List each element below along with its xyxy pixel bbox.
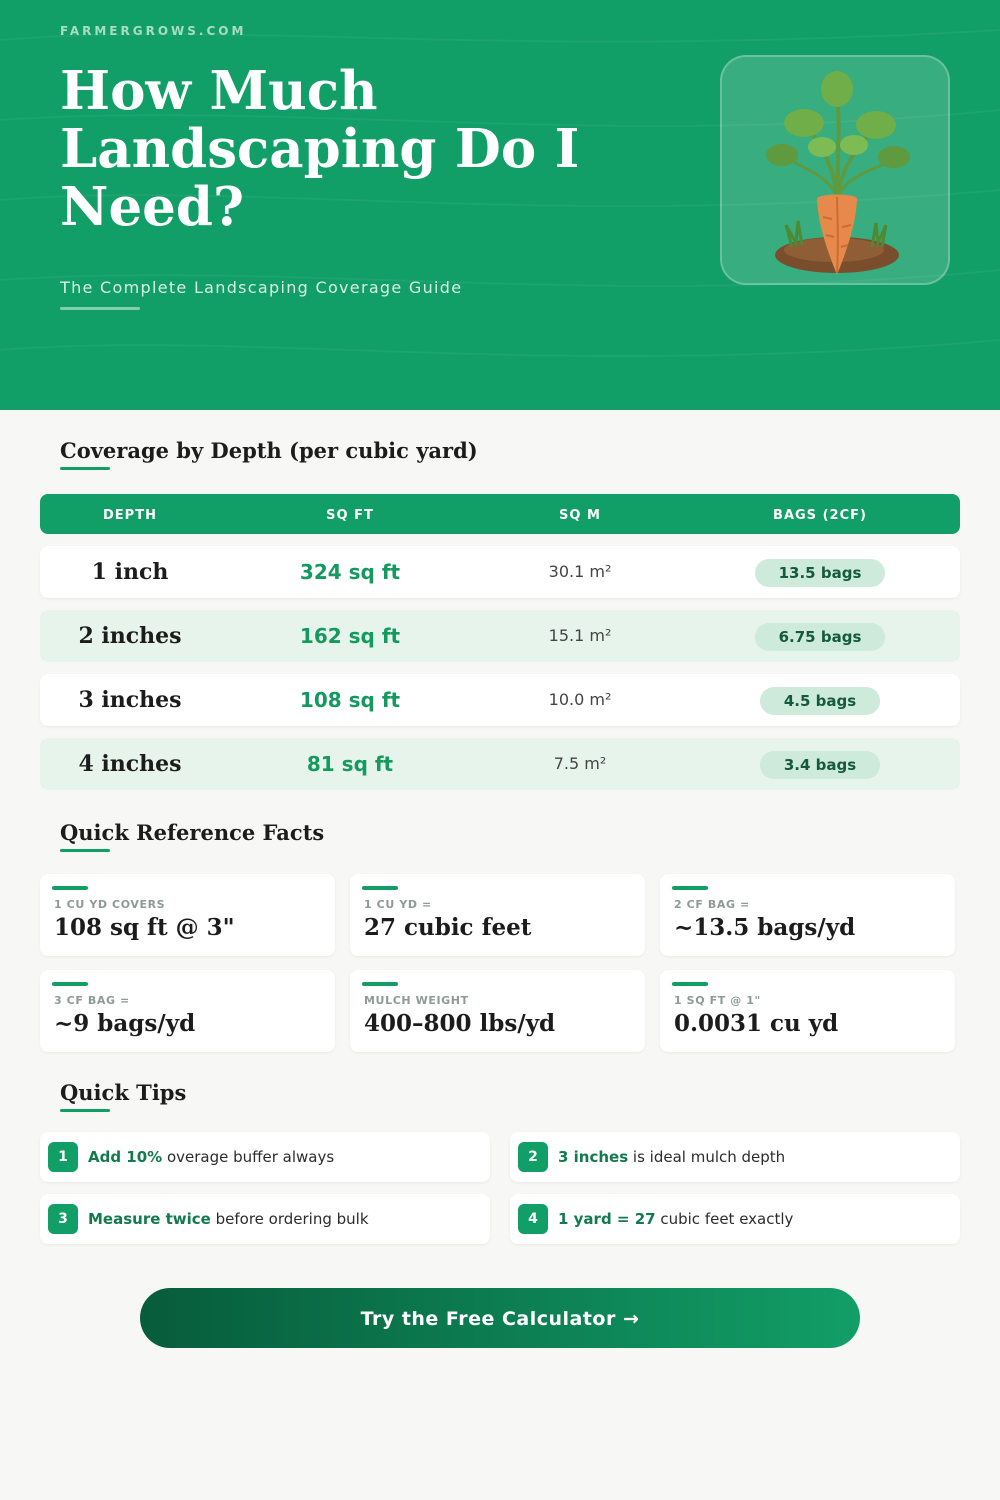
hero-banner (0, 0, 1000, 410)
tip-rest: is ideal mulch depth (628, 1148, 786, 1166)
tip-item (510, 1194, 960, 1244)
tip-highlight: Measure twice (88, 1210, 211, 1228)
fact-value: 27 cubic feet (364, 914, 532, 941)
fact-value: 108 sq ft @ 3" (54, 914, 235, 941)
depth-cell: 2 inches (78, 623, 182, 649)
fact-card (350, 874, 645, 956)
fact-label: 3 CF BAG = (54, 994, 130, 1007)
bags-badge: 6.75 bags (755, 623, 886, 651)
fact-value: ~9 bags/yd (54, 1010, 196, 1037)
tips-heading: Quick Tips (60, 1080, 187, 1105)
table-row (40, 610, 960, 662)
facts-heading-underline (60, 849, 110, 852)
tip-rest: before ordering bulk (210, 1210, 369, 1228)
tip-rest: cubic feet exactly (655, 1210, 794, 1228)
column-header-bags: BAGS (2CF) (773, 508, 867, 523)
sqft-cell: 108 sq ft (299, 688, 401, 712)
tip-number-badge: 4 (518, 1204, 548, 1234)
tips-heading-underline (60, 1109, 110, 1112)
coverage-heading: Coverage by Depth (per cubic yard) (60, 438, 478, 463)
depth-cell: 4 inches (78, 751, 182, 777)
depth-cell: 3 inches (78, 687, 182, 713)
carrot-icon (722, 57, 952, 287)
tip-highlight: 1 yard = 27 (558, 1210, 656, 1228)
bags-cell (720, 610, 920, 662)
sqm-cell: 30.1 m² (548, 562, 612, 581)
tip-text (558, 1132, 785, 1182)
sqft-cell: 81 sq ft (306, 752, 394, 776)
sqm-cell: 10.0 m² (548, 690, 612, 709)
sqm-cell: 15.1 m² (548, 626, 612, 645)
page-title: How Much Landscaping Do I Need? (60, 60, 580, 238)
tip-item (40, 1194, 490, 1244)
tip-highlight: 3 inches (558, 1148, 629, 1166)
tip-highlight: Add 10% (88, 1148, 163, 1166)
fact-card (40, 874, 335, 956)
tip-text (558, 1194, 793, 1244)
fact-label: 2 CF BAG = (674, 898, 750, 911)
fact-accent-bar (362, 982, 398, 986)
column-header-sqft: SQ FT (326, 508, 374, 523)
bags-cell (720, 546, 920, 598)
sqft-cell: 324 sq ft (299, 560, 401, 584)
tip-number-badge: 1 (48, 1142, 78, 1172)
bags-badge: 13.5 bags (755, 559, 886, 587)
bags-cell (720, 674, 920, 726)
fact-label: MULCH WEIGHT (364, 994, 469, 1007)
fact-value: 0.0031 cu yd (674, 1010, 839, 1037)
tip-item (40, 1132, 490, 1182)
table-row (40, 738, 960, 790)
fact-value: ~13.5 bags/yd (674, 914, 856, 941)
tip-rest: overage buffer always (162, 1148, 335, 1166)
coverage-heading-underline (60, 467, 110, 470)
fact-accent-bar (52, 982, 88, 986)
bags-badge: 4.5 bags (760, 687, 880, 715)
facts-heading: Quick Reference Facts (60, 820, 325, 845)
fact-card (40, 970, 335, 1052)
sqft-cell: 162 sq ft (299, 624, 401, 648)
fact-label: 1 CU YD COVERS (54, 898, 166, 911)
subtitle-underline (60, 307, 140, 310)
fact-accent-bar (362, 886, 398, 890)
column-header-sqm: SQ M (559, 508, 601, 523)
tip-number-badge: 3 (48, 1204, 78, 1234)
bags-cell (720, 738, 920, 790)
tip-text (88, 1194, 369, 1244)
sqm-cell: 7.5 m² (553, 754, 607, 773)
free-calculator-button[interactable]: Try the Free Calculator → (140, 1288, 860, 1348)
fact-accent-bar (672, 886, 708, 890)
depth-cell: 1 inch (91, 559, 169, 585)
column-header-depth: DEPTH (103, 508, 157, 523)
bags-badge: 3.4 bags (760, 751, 880, 779)
brand-name: FARMERGROWS.COM (60, 24, 247, 38)
hero-illustration-card (720, 55, 950, 285)
fact-value: 400–800 lbs/yd (364, 1010, 556, 1037)
fact-accent-bar (52, 886, 88, 890)
page-subtitle: The Complete Landscaping Coverage Guide (60, 278, 463, 297)
fact-card (660, 874, 955, 956)
fact-card (350, 970, 645, 1052)
table-row (40, 674, 960, 726)
coverage-table-header (40, 494, 960, 534)
fact-label: 1 SQ FT @ 1" (674, 994, 761, 1007)
table-row (40, 546, 960, 598)
fact-label: 1 CU YD = (364, 898, 432, 911)
tip-item (510, 1132, 960, 1182)
tip-text (88, 1132, 334, 1182)
tip-number-badge: 2 (518, 1142, 548, 1172)
fact-card (660, 970, 955, 1052)
fact-accent-bar (672, 982, 708, 986)
